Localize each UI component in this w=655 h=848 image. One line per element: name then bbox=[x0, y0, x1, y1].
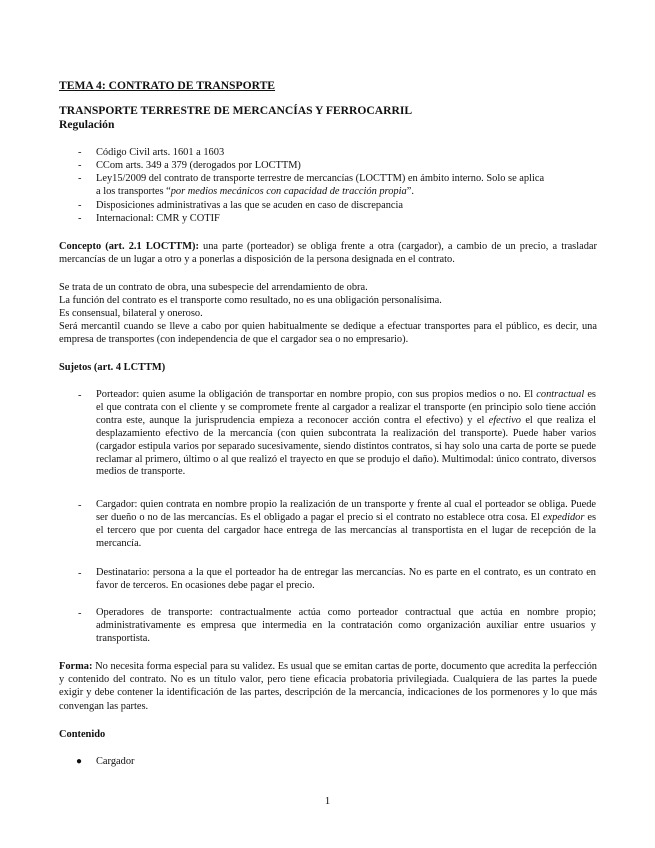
regulation-item: Ley15/2009 del contrato de transporte terrestre de mercancías (LOCTTM) en ámbito interno. Solo se aplica bbox=[96, 173, 545, 184]
note-line: La función del contrato es el transporte como resultado, no es una obligación personalísima. bbox=[59, 295, 442, 306]
dash-marker: - bbox=[78, 390, 82, 401]
dash-marker: - bbox=[78, 608, 82, 619]
concepto-paragraph: Concepto (art. 2.1 LOCTTM): una parte (porteador) se obliga frente a otra (cargador), a cambio de un precio, a trasladar mercancías de un lugar a otro y a ponerlas a disposición de la persona designada en el contrato. bbox=[59, 241, 597, 266]
regulation-item: Código Civil arts. 1601 a 1603 bbox=[96, 147, 225, 158]
porteador-paragraph: Porteador: quien asume la obligación de transportar en nombre propio, con sus propios medios o no. El contractual es el que contrata con el cliente y se compromete frente al cargador a realizar el transporte (en principio solo tiene acción contra este, aunque la jurisprudencia empieza a reconocer acción contra el efectivo) y el efectivo el que realiza el desplazamiento efectivo de la mercancía (con quien subcontrata la realización del transporte). Puede haber varios (cargador estipula varios por separado sucesivamente, siendo distintos contratos, si hay solo una carta de porte se puede reclamar al primero, último o al que realizó el trayecto en que se produjo el daño). Multimodal: único contrato, diversos medios de transporte. bbox=[96, 389, 596, 478]
regulation-item: CCom arts. 349 a 379 (derogados por LOCTTM) bbox=[96, 160, 301, 171]
dash-marker: - bbox=[78, 500, 82, 511]
page-number: 1 bbox=[324, 795, 331, 807]
dash-marker: - bbox=[78, 173, 82, 184]
dash-marker: - bbox=[78, 568, 82, 579]
dash-marker: - bbox=[78, 200, 82, 211]
page-title: TEMA 4: CONTRATO DE TRANSPORTE bbox=[59, 79, 276, 92]
dash-marker: - bbox=[78, 147, 82, 158]
contenido-item: Cargador bbox=[96, 756, 135, 767]
operadores-paragraph: Operadores de transporte: contractualmente actúa como porteador contractual que actúa en nombre propio; administrativamente es empresa que intermedia en la contratación como organización auxiliar entre usuarios y transportista. bbox=[96, 607, 596, 644]
note-paragraph: Será mercantil cuando se lleve a cabo por quien habitualmente se dedique a efectuar transportes para el público, es decir, una empresa de transportes (con independencia de que el cargador sea o no empresario). bbox=[59, 321, 597, 346]
cargador-paragraph: Cargador: quien contrata en nombre propio la realización de un transporte y frente al cual el porteador se obliga. Puede ser dueño o no de las mercancías. Es el obligado a pagar el precio si el contrato no establece otra cosa. El expedidor es el tercero que por cuenta del cargador hace entrega de las mercancías al transportista en el lugar de recepción de la mercancía. bbox=[96, 499, 596, 549]
contenido-heading: Contenido bbox=[59, 729, 106, 740]
dash-marker: - bbox=[78, 213, 82, 224]
regulation-item: Disposiciones administrativas a las que se acuden en caso de discrepancia bbox=[96, 200, 403, 211]
sujetos-heading: Sujetos (art. 4 LCTTM) bbox=[59, 362, 166, 373]
regulacion-heading: Regulación bbox=[59, 118, 115, 131]
bullet-marker: ● bbox=[76, 756, 83, 767]
note-line: Es consensual, bilateral y oneroso. bbox=[59, 308, 203, 319]
regulation-item: Internacional: CMR y COTIF bbox=[96, 213, 220, 224]
forma-paragraph: Forma: No necesita forma especial para su validez. Es usual que se emitan cartas de porte, documento que acredita la perfección y contenido del contrato. No es un título valor, pero tiene eficacia probatoria privilegiada. Cualquiera de las partes la puede exigir y debe contener la identificación de las partes, descripción de la mercancía, indicaciones de los pormenores y lo que más convengan las partes. bbox=[59, 661, 597, 712]
regulation-item-continuation: a los transportes “por medios mecánicos con capacidad de tracción propia”. bbox=[96, 186, 414, 197]
dash-marker: - bbox=[78, 160, 82, 171]
note-line: Se trata de un contrato de obra, una subespecie del arrendamiento de obra. bbox=[59, 282, 368, 293]
destinatario-paragraph: Destinatario: persona a la que el porteador ha de entregar las mercancías. No es parte en el contrato, es un contrato en favor de terceros. En ocasiones debe pagar el precio. bbox=[96, 567, 596, 591]
section-heading-transporte: TRANSPORTE TERRESTRE DE MERCANCÍAS Y FERROCARRIL bbox=[59, 104, 413, 117]
